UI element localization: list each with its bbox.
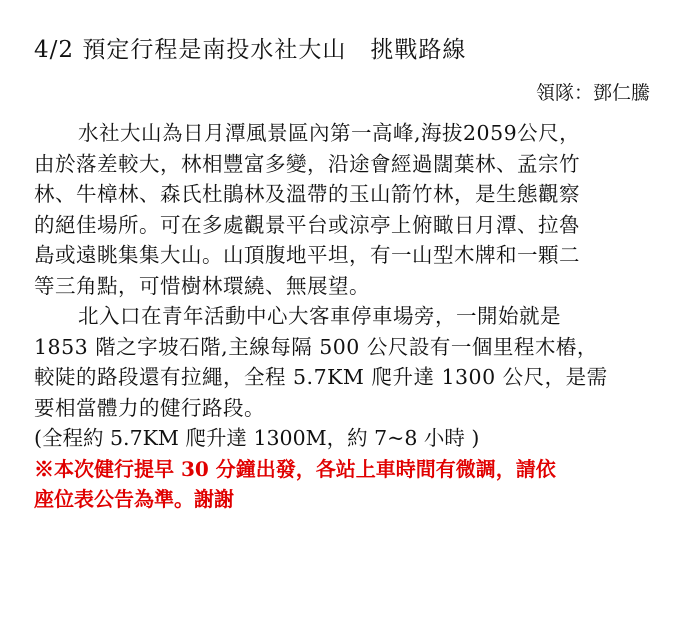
departure-notice: [34, 454, 654, 515]
paragraph-line: 林、牛樟林、森氏杜鵑林及溫帶的玉山箭竹林，是生態觀察: [34, 182, 580, 206]
paragraph-line: 北入口在青年活動中心大客車停車場旁，一開始就是: [78, 304, 561, 328]
notice-line: ※本次健行提早 30 分鐘出發，各站上車時間有微調，請依: [34, 456, 556, 481]
paragraph-line: 由於落差較大，林相豐富多變，沿途會經過闊葉林、孟宗竹: [34, 151, 580, 176]
route-summary: (全程約 5.7KM 爬升達 1300M，約 7~8 小時 ): [34, 426, 480, 450]
paragraph-line: 等三角點，可惜樹林環繞、無展望。: [34, 273, 370, 298]
team-leader: 領隊：鄧仁騰: [535, 82, 650, 104]
route-paragraph: [34, 301, 654, 423]
paragraph-line: 島或遠眺集集大山。山頂腹地平坦，有一山型木牌和一顆二: [34, 243, 580, 267]
paragraph-line: 1853 階之字坡石階,主線每隔 500 公尺設有一個里程木樁，: [34, 334, 598, 359]
paragraph-line: 的絕佳場所。可在多處觀景平台或涼亭上俯瞰日月潭、拉魯: [34, 212, 580, 237]
paragraph-line: 較陡的路段還有拉繩，全程 5.7KM 爬升達 1300 公尺，是需: [34, 365, 608, 389]
document-page: [34, 30, 654, 515]
paragraph-line: 要相當體力的健行路段。: [34, 395, 265, 420]
page-title: 4/2 預定行程是南投水社大山 挑戰路線: [34, 37, 467, 63]
notice-line: 座位表公告為準。謝謝: [34, 487, 234, 511]
paragraph-line: 水社大山為日月潭風景區內第一高峰,海拔2059公尺，: [78, 121, 581, 145]
description-paragraph: [34, 118, 654, 301]
